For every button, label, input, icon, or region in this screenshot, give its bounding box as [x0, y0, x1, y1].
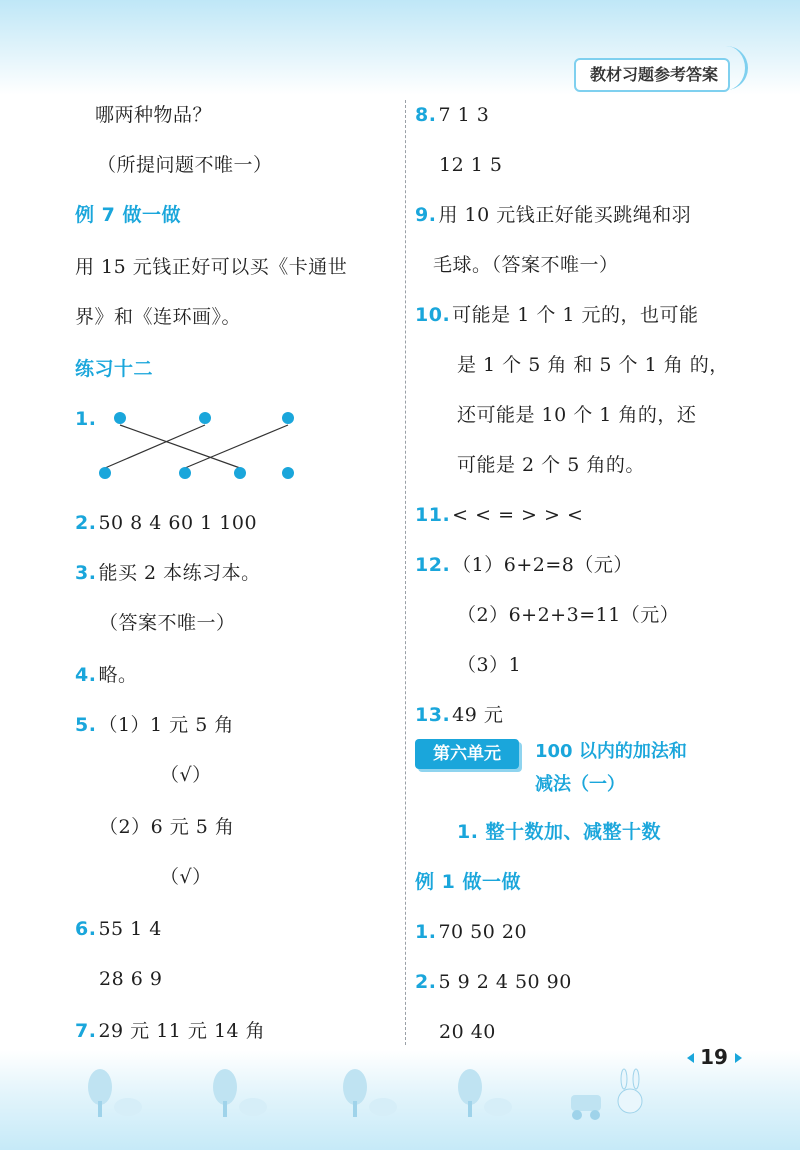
text-line: 用 15 元钱正好可以买《卡通世 [75, 256, 348, 278]
section-heading: 练习十二 [75, 358, 154, 380]
answer-line: 9. 用 10 元钱正好能买跳绳和羽 [415, 204, 692, 226]
match-dot [199, 412, 211, 424]
text-line: 可能是 2 个 5 角的。 [457, 454, 645, 476]
text-line: （2）6+2+3=11（元） [457, 604, 680, 626]
text-line: （2）6 元 5 角 [99, 816, 235, 838]
match-dot [282, 412, 294, 424]
text-line: 12 1 5 [439, 154, 503, 176]
answer-line: 13. 49 元 [415, 704, 504, 726]
answer-line: 2. 50 8 4 60 1 100 [75, 512, 258, 534]
header-title: 教材习题参考答案 [574, 58, 730, 92]
unit-title: 100 以内的加法和 [535, 741, 687, 762]
text-line: （3）1 [457, 654, 522, 676]
tree-bush-decoration-icon [450, 1065, 520, 1125]
matching-diagram [75, 405, 315, 485]
section-heading: 例 7 做一做 [75, 204, 181, 226]
text-line: 哪两种物品？ [95, 104, 213, 126]
answer-line: 10. 可能是 1 个 1 元的，也可能 [415, 304, 699, 326]
text-line: （所提问题不唯一） [97, 154, 273, 176]
tree-bush-decoration-icon [335, 1065, 405, 1125]
check-mark-line: （√） [160, 866, 212, 888]
answer-line: 11. < < = > > < [415, 504, 584, 526]
match-dot [234, 467, 246, 479]
section-heading: 例 1 做一做 [415, 871, 521, 893]
matching-line [105, 425, 205, 468]
answer-line: 8. 7 1 3 [415, 104, 490, 126]
rabbit-cart-decoration-icon [565, 1065, 655, 1125]
answer-line: 12. （1）6+2=8（元） [415, 554, 633, 576]
text-line: 还可能是 10 个 1 角的，还 [457, 404, 697, 426]
text-line: （答案不唯一） [99, 612, 236, 634]
match-dot [179, 467, 191, 479]
answer-line: 6. 55 1 4 [75, 918, 162, 940]
answer-line: 1. 70 50 20 [415, 921, 528, 943]
match-dot [114, 412, 126, 424]
answer-line: 4. 略。 [75, 664, 138, 686]
match-dot [282, 467, 294, 479]
text-line: 20 40 [439, 1021, 496, 1043]
answer-line: 5. （1）1 元 5 角 [75, 714, 234, 736]
page-arrow-right-icon [735, 1053, 742, 1063]
column-divider [405, 100, 406, 1045]
matching-line [185, 425, 288, 468]
page-number: 19 [700, 1045, 728, 1069]
unit-title-continued: 减法（一） [535, 774, 625, 795]
matching-line [120, 425, 240, 468]
subsection-heading: 1. 整十数加、减整十数 [457, 821, 662, 843]
answer-line: 2. 5 9 2 4 50 90 [415, 971, 572, 993]
check-mark-line: （√） [160, 764, 212, 786]
answer-line: 3. 能买 2 本练习本。 [75, 562, 261, 584]
page-arrow-left-icon [687, 1053, 694, 1063]
unit-badge: 第六单元 [415, 739, 519, 769]
answer-line: 1. [75, 408, 97, 430]
text-line: 28 6 9 [99, 968, 163, 990]
text-line: 界》和《连环画》。 [75, 306, 242, 328]
text-line: 毛球。（答案不唯一） [433, 254, 619, 276]
match-dot [99, 467, 111, 479]
answer-line: 7. 29 元 11 元 14 角 [75, 1020, 266, 1042]
text-line: 是 1 个 5 角 和 5 个 1 角 的， [457, 354, 729, 376]
tree-bush-decoration-icon [80, 1065, 150, 1125]
tree-bush-decoration-icon [205, 1065, 275, 1125]
